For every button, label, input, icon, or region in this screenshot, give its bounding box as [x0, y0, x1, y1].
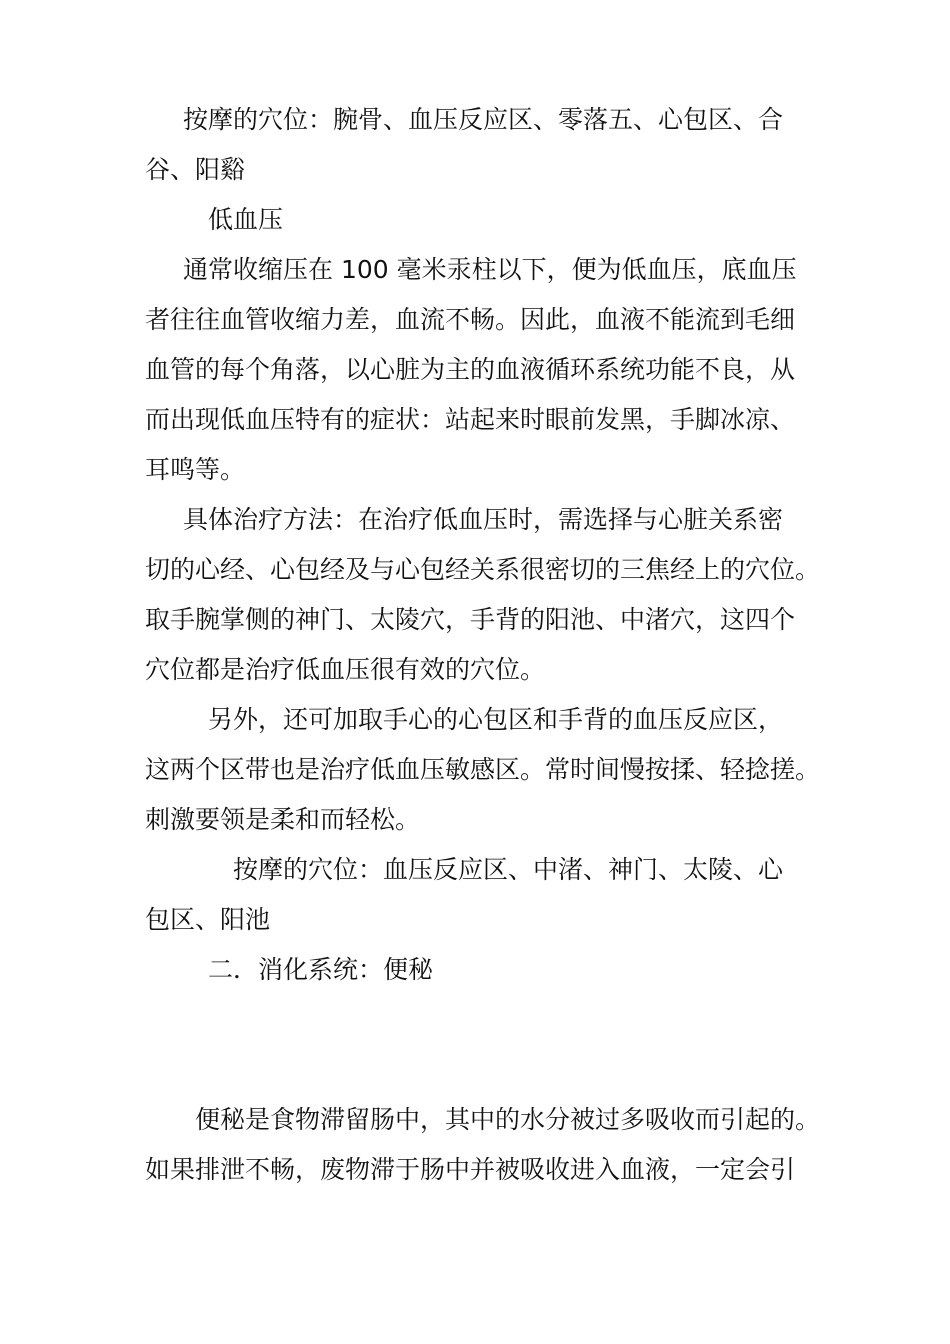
text-line: 取手腕掌侧的神门、太陵穴，手背的阳池、中渚穴，这四个 — [145, 605, 796, 634]
text-line: 包区、阳池 — [145, 905, 271, 934]
text-line: 切的心经、心包经及与心包经关系很密切的三焦经上的穴位。 — [145, 555, 821, 584]
text-line: 具体治疗方法：在治疗低血压时，需选择与心脏关系密 — [183, 505, 784, 534]
text-line: 刺激要领是柔和而轻松。 — [145, 805, 421, 834]
text-line: 按摩的穴位：血压反应区、中渚、神门、太陵、心 — [233, 855, 784, 884]
text-line: 而出现低血压特有的症状：站起来时眼前发黑，手脚冰凉、 — [145, 405, 796, 434]
text-line: 便秘是食物滞留肠中，其中的水分被过多吸收而引起的。 — [195, 1105, 821, 1134]
section-heading: 二．消化系统：便秘 — [208, 955, 434, 984]
section-heading: 低血压 — [208, 205, 284, 234]
text-line: 通常收缩压在 100 毫米汞柱以下，便为低血压，底血压 — [183, 255, 797, 284]
text-line: 按摩的穴位：腕骨、血压反应区、零落五、心包区、合 — [183, 105, 784, 134]
text-line: 另外，还可加取手心的心包区和手背的血压反应区， — [208, 705, 784, 734]
text-line: 这两个区带也是治疗低血压敏感区。常时间慢按揉、轻捻搓。 — [145, 755, 821, 784]
text-line: 穴位都是治疗低血压很有效的穴位。 — [145, 655, 546, 684]
text-line: 耳鸣等。 — [145, 455, 246, 484]
text-line: 血管的每个角落，以心脏为主的血液循环系统功能不良，从 — [145, 355, 796, 384]
text-line: 谷、阳谿 — [145, 155, 246, 184]
text-line: 者往往血管收缩力差，血流不畅。因此，血液不能流到毛细 — [145, 305, 796, 334]
text-line: 如果排泄不畅，废物滞于肠中并被吸收进入血液，一定会引 — [145, 1155, 796, 1184]
